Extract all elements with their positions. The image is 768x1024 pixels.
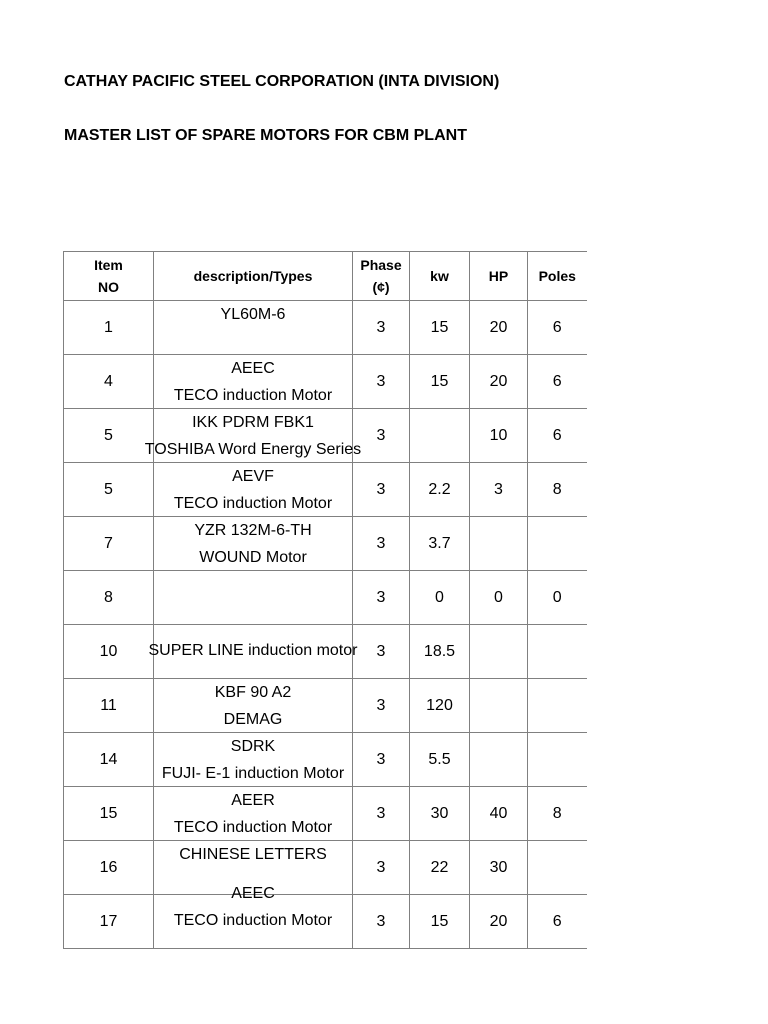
poles-cell-value: 6 [552,318,562,336]
description-line-model: IKK PDRM FBK1 [192,413,314,431]
hp-cell [470,409,528,463]
list-title: MASTER LIST OF SPARE MOTORS FOR CBM PLANT [64,127,467,144]
item-no-cell-value: 14 [99,750,118,768]
kw-cell-value: 5.5 [428,750,451,768]
description-line-type: WOUND Motor [199,548,307,566]
kw-cell [410,895,470,949]
description-cell [154,463,353,517]
phase-cell-value: 3 [376,372,386,390]
description-line-type: TECO induction Motor [173,386,333,404]
description-line-type: FUJI- E-1 induction Motor [161,764,345,782]
phase-cell-value: 3 [376,318,386,336]
description-line-model: CHINESE LETTERS [179,846,327,863]
phase-cell-value: 3 [376,480,386,498]
column-header-hp [470,252,528,301]
hp-cell [470,571,528,625]
table-row [64,895,587,949]
item-header-line1: Item [94,257,123,273]
description-cell [154,733,353,787]
description-line-model: SDRK [230,737,276,755]
hp-cell-value: 0 [494,588,503,606]
kw-cell-value: 15 [430,372,449,390]
description-cell [154,355,353,409]
phase-cell-value: 3 [376,426,386,444]
item-header-line2: NO [98,279,119,295]
kw-cell-value: 15 [430,912,449,930]
kw-cell-value: 22 [430,858,449,876]
kw-cell [410,841,470,895]
poles-cell-value: 6 [552,426,562,444]
item-no-cell-value: 10 [99,642,118,660]
item-no-cell-value: 15 [99,804,118,822]
hp-cell-value: 3 [494,480,503,498]
hp-cell [470,679,528,733]
description-line-type: TECO induction Motor [173,818,333,836]
description-line-model: KBF 90 A2 [214,683,292,701]
kw-cell-value: 15 [430,318,449,336]
hp-cell [470,517,528,571]
description-line-type: TECO induction Motor [173,494,333,512]
description-cell [148,625,358,679]
table-row [64,679,587,733]
description-cell [154,571,353,625]
kw-cell [410,625,470,679]
company-title: CATHAY PACIFIC STEEL CORPORATION (INTA DIVISION) [64,73,500,90]
description-cell [144,409,362,463]
item-no-cell-value: 5 [104,426,113,444]
hp-cell [470,463,528,517]
table-row [64,463,587,517]
hp-cell-value: 10 [489,426,508,444]
kw-cell-value: 0 [435,588,444,606]
hp-header: HP [488,268,509,284]
description-line-type: TOSHIBA Word Energy Series [144,440,362,458]
hp-cell [470,787,528,841]
table-row [64,733,587,787]
description-line-type: DEMAG [223,710,283,728]
description-line-model: YZR 132M-6-TH [194,521,312,539]
column-header-phase [353,252,410,301]
column-header-description [154,252,353,301]
item-no-cell-value: 17 [99,912,118,930]
table-row [64,571,587,625]
description-cell [154,679,353,733]
hp-cell [470,895,528,949]
poles-cell [528,355,587,409]
description-cell [154,517,353,571]
phase-cell-value: 3 [376,750,386,768]
table-row [64,787,587,841]
table-row [64,625,587,679]
phase-header-line2: (¢) [372,279,390,295]
description-cell [154,301,353,355]
kw-header: kw [430,268,449,284]
kw-cell [410,733,470,787]
item-no-cell-value: 11 [100,696,117,714]
hp-cell-value: 20 [489,372,508,390]
table-row [64,301,587,355]
phase-cell-value: 3 [376,534,386,552]
kw-cell-value: 30 [430,804,449,822]
phase-cell-value: 3 [376,912,386,930]
poles-cell [528,301,587,355]
hp-cell-value: 30 [489,858,508,876]
hp-cell-value: 40 [489,804,508,822]
description-line-model: AEVF [232,467,274,485]
poles-header: Poles [538,268,576,284]
hp-cell [470,301,528,355]
hp-cell [470,841,528,895]
kw-cell [410,409,470,463]
phase-cell-value: 3 [376,696,386,714]
kw-cell [410,679,470,733]
kw-cell [410,463,470,517]
hp-cell [470,355,528,409]
table-header-row [64,252,587,301]
column-header-poles [528,252,587,301]
table-row [64,517,587,571]
kw-cell-value: 3.7 [428,534,451,552]
item-no-cell-value: 8 [104,588,113,606]
kw-cell [410,355,470,409]
description-line-model: AEER [231,791,275,809]
hp-cell-value: 20 [489,318,508,336]
description-line-model: AEEC [231,359,275,377]
kw-cell-value: 18.5 [423,642,456,660]
poles-cell-value: 6 [552,372,562,390]
kw-cell [410,301,470,355]
poles-cell [528,571,587,625]
poles-cell [528,733,587,787]
description-cell [154,787,353,841]
phase-cell-value: 3 [376,588,386,606]
description-line-type: TECO induction Motor [173,912,333,929]
poles-cell [528,409,587,463]
poles-cell [528,517,587,571]
description-header: description/Types [193,268,313,284]
item-no-cell-value: 1 [104,318,113,336]
phase-cell-value: 3 [376,804,386,822]
poles-cell [528,787,587,841]
poles-cell [528,625,587,679]
description-line-type: SUPER LINE induction motor [148,642,358,659]
phase-cell-value: 3 [376,642,386,660]
phase-cell-value: 3 [376,858,386,876]
poles-cell [528,895,587,949]
table-row [64,841,587,895]
phase-header-line1: Phase [360,257,402,273]
poles-cell [528,841,587,895]
hp-cell [470,625,528,679]
table-row [64,409,587,463]
poles-cell [528,463,587,517]
poles-cell-value: 0 [552,588,562,606]
hp-cell-value: 20 [489,912,508,930]
column-header-item-no [64,252,154,301]
column-header-kw [410,252,470,301]
description-line-model: YL60M-6 [220,306,286,323]
kw-cell-value: 120 [426,696,453,714]
poles-cell-value: 6 [552,912,562,930]
table-row [64,355,587,409]
item-no-cell-value: 16 [99,858,118,876]
kw-cell [410,517,470,571]
hp-cell [470,733,528,787]
kw-cell [410,787,470,841]
poles-cell-value: 8 [552,804,562,822]
item-no-cell-value: 5 [104,480,113,498]
kw-cell [410,571,470,625]
poles-cell [528,679,587,733]
kw-cell-value: 2.2 [428,480,451,498]
description-line-model: AEEC [231,885,275,902]
poles-cell-value: 8 [552,480,562,498]
spare-motors-table [63,251,587,949]
item-no-cell-value: 7 [104,534,113,552]
item-no-cell-value: 4 [104,372,113,390]
description-cell [154,885,353,949]
